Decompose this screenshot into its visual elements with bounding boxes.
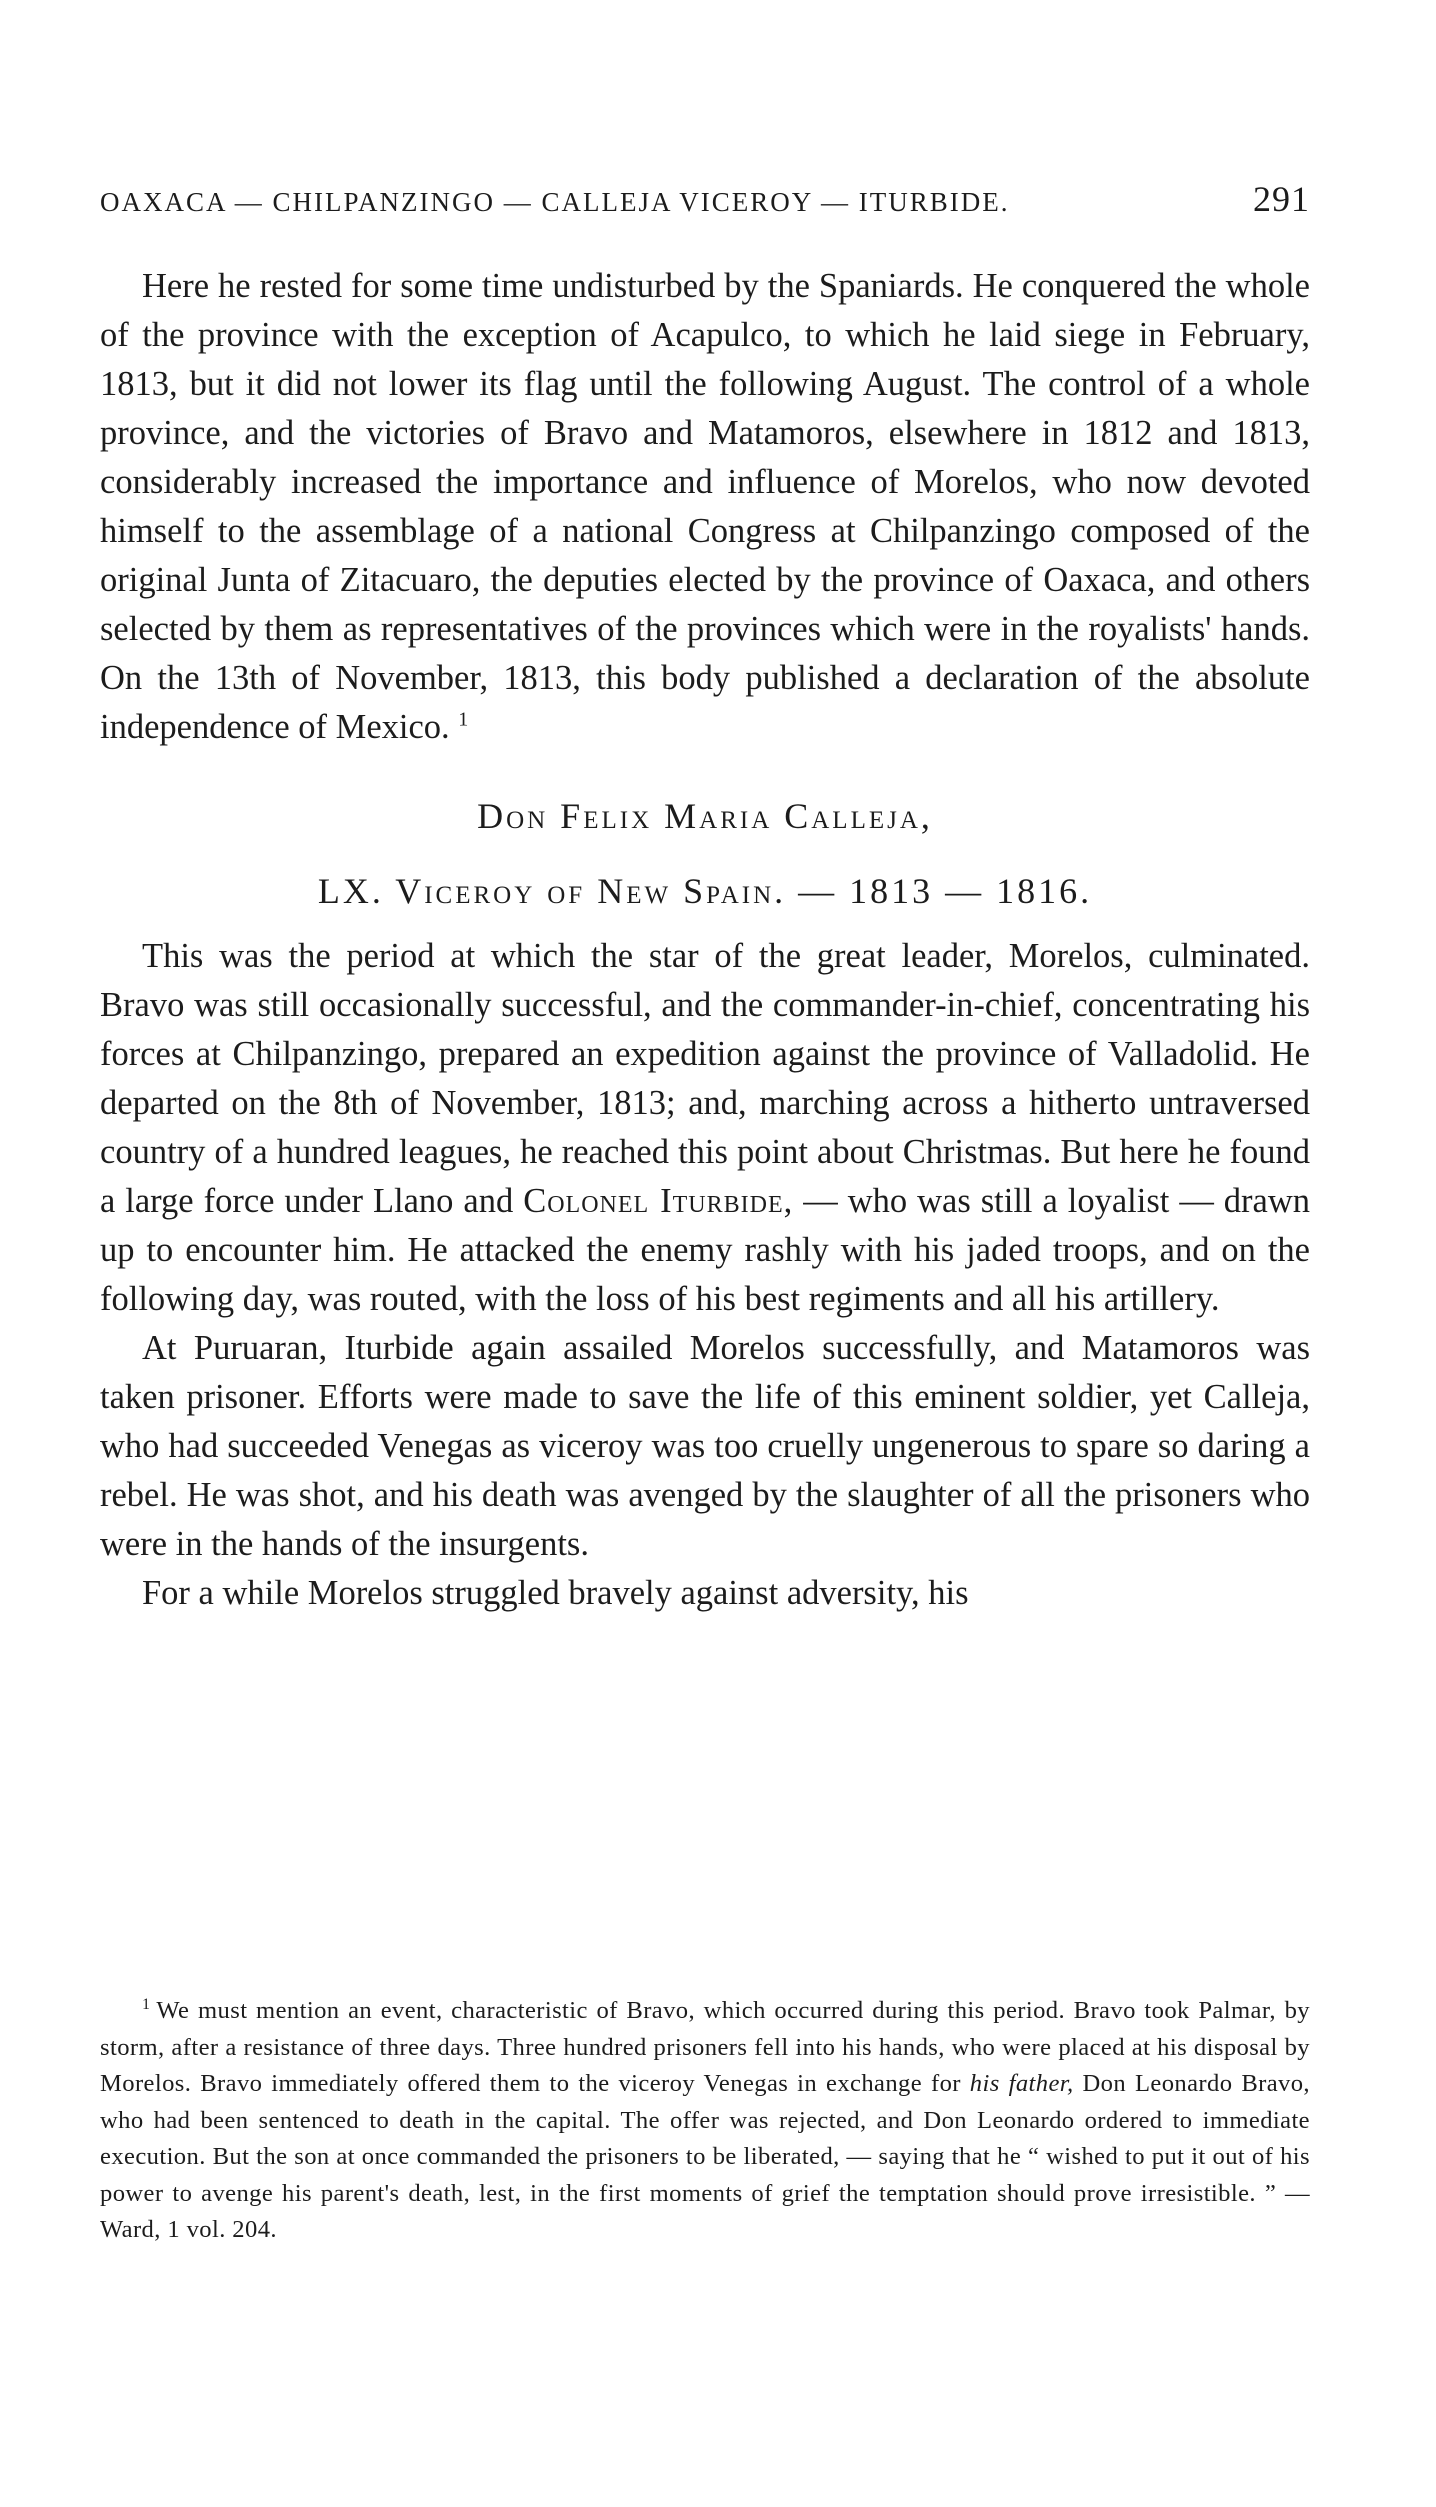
- paragraph-1: [100, 262, 1310, 752]
- paragraph-2-text-a: This was the period at which the star of the great leader, Morelos, culminated. Bravo was still occasionally successful, and the commander-in-chief, concentrating his forces at Chilpanzingo, prepared an expedition against the province of Valladolid. He departed on the 8th of November, 1813; and, marching across a hitherto untraversed country of a hundred leagues, he reached this point about Christmas. But here he found a large force under Llano and: [100, 937, 1310, 1220]
- running-title: OAXACA — CHILPANZINGO — CALLEJA VICEROY — ITURBIDE.: [100, 187, 1010, 217]
- footnote-reference: 1: [458, 708, 469, 731]
- body-text: [100, 262, 1310, 1618]
- paragraph-2: [100, 932, 1310, 1324]
- footnote-text-b: Don Leonardo Bravo, who had been sentenced to death in the capital. The offer was rejected, and Don Leonardo ordered to immediate execution. But the son at once commanded the prisoners to be liberated, — saying that he “ wished to put it out of his power to avenge his parent's death, lest, in the first moments of grief the temptation should prove irresistible. ” — Ward, 1 vol. 204.: [100, 2070, 1310, 2243]
- paragraph-2-smallcaps: Colonel Iturbide,: [523, 1182, 794, 1220]
- running-head: [100, 178, 1310, 220]
- paragraph-1-text: Here he rested for some time undisturbed by the Spaniards. He conquered the whole of the province with the exception of Acapulco, to which he laid siege in February, 1813, but it did not lower its flag until the following August. The control of a whole province, and the victories of Bravo and Matamoros, elsewhere in 1812 and 1813, considerably increased the importance and influence of Morelos, who now devoted himself to the assemblage of a national Congress at Chilpanzingo composed of the original Junta of Zitacuaro, the deputies elected by the province of Oaxaca, and others selected by them as representatives of the provinces which were in the royalists' hands. On the 13th of November, 1813, this body published a declaration of the absolute independence of Mexico.: [100, 267, 1310, 746]
- paragraph-2-text-b: — who was still a loyalist — drawn up to encounter him. He attacked the enemy rashly with his jaded troops, and on the following day, was routed, with the loss of his best regiments and all his artillery.: [100, 1182, 1311, 1318]
- footnote-text-a: We must mention an event, characteristic of Bravo, which occurred during this period. Bravo took Palmar, by storm, after a resistance of three days. Three hundred prisoners fell into his hands, who were placed at his disposal by Morelos. Bravo immediately offered them to the viceroy Venegas in exchange for: [100, 1997, 1310, 2097]
- paragraph-4: For a while Morelos struggled bravely against adversity, his: [142, 1574, 969, 1612]
- paragraph-3: At Puruaran, Iturbide again assailed Morelos successfully, and Matamoros was taken prisoner. Efforts were made to save the life of this eminent soldier, yet Calleja, who had succeeded Venegas as viceroy was too cruelly ungenerous to spare so daring a rebel. He was shot, and his death was avenged by the slaughter of all the prisoners who were in the hands of the insurgents.: [100, 1329, 1310, 1563]
- footnote-italic-text: his father,: [969, 2070, 1074, 2097]
- footnote: [100, 1993, 1310, 2249]
- footnote-marker: 1: [142, 1995, 151, 2013]
- section-heading-title: LX. Viceroy of New Spain. — 1813 — 1816.: [317, 871, 1093, 911]
- page-number: 291: [1253, 179, 1310, 219]
- section-heading-name: Don Felix Maria Calleja,: [477, 796, 933, 836]
